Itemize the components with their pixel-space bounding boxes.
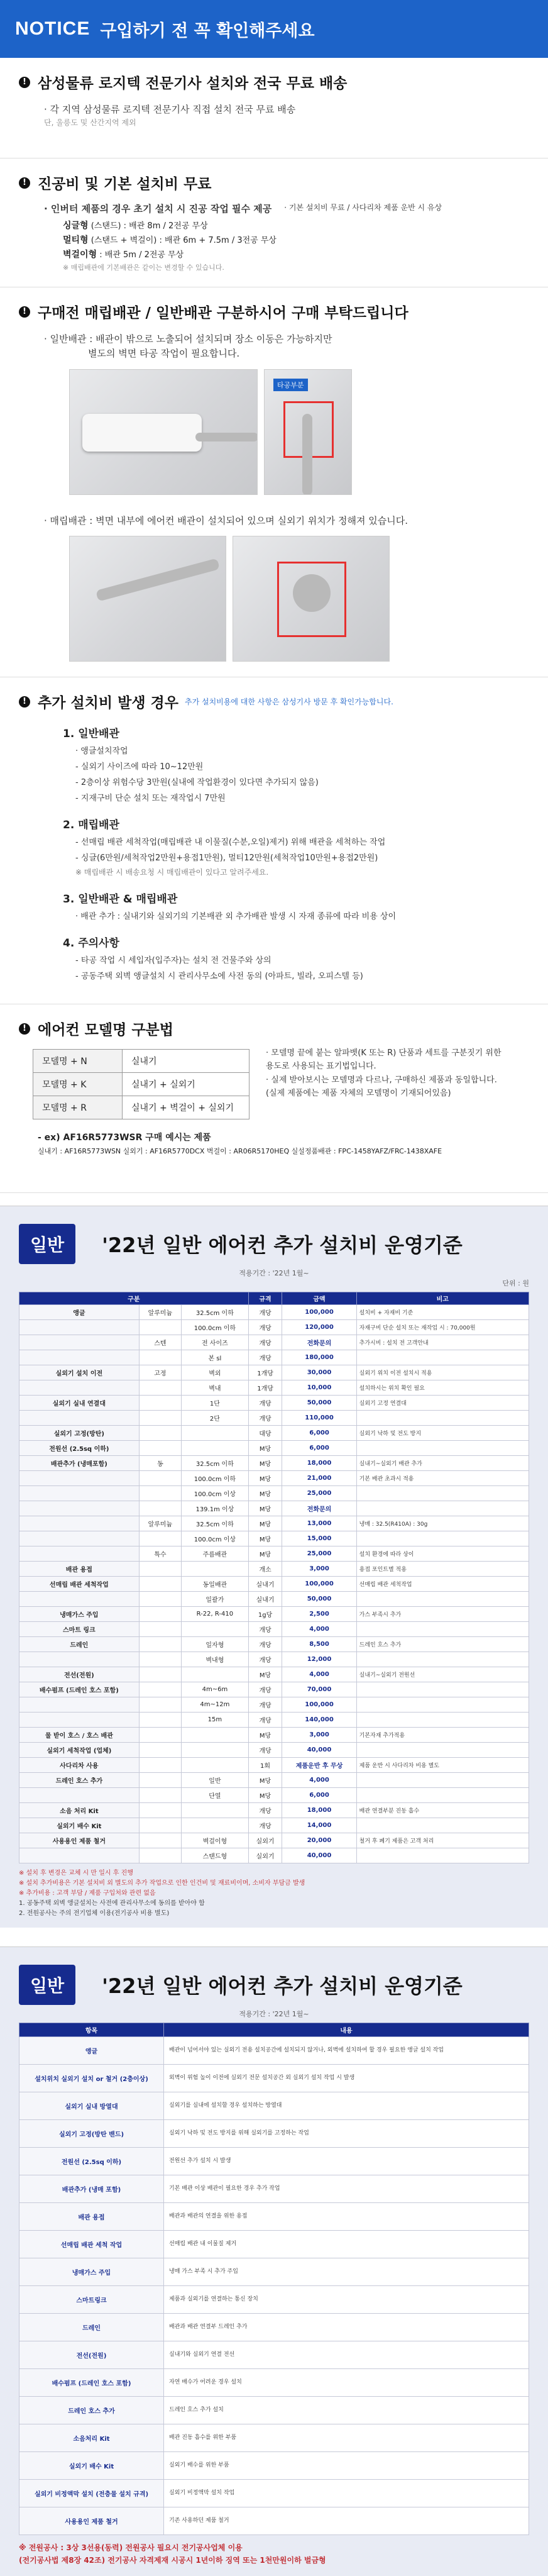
- table-row: 배관 용접 개소 3,000 용접 포인트별 적용: [19, 1562, 529, 1577]
- extra-fee-line: · 배관 추가 : 실내기와 실외기의 기본배관 외 추가배관 발생 시 자재 종류에 따라 비용 상이: [75, 912, 397, 921]
- fee-sheet-1: [0, 1206, 548, 1928]
- section-title: 진공비 및 기본 설치비 무료: [38, 176, 212, 192]
- sheet-title: '22년 일반 에어컨 추가 설치비 운영기준: [102, 1233, 463, 1257]
- extra-fee-group-title: 2. 매립배관: [63, 819, 119, 831]
- general-pipe-line2: 별도의 벽면 타공 작업이 필요합니다.: [88, 348, 240, 360]
- delivery-note: 단, 울릉도 및 산간지역 제외: [44, 118, 136, 128]
- table-row: 일괄가 실내기 50,000: [19, 1592, 529, 1607]
- extra-fee-line: - 싱글(6만원/세척작업2만원+용접1만원), 멀티12만원(세척작업10만원+용접2만원): [75, 853, 378, 863]
- table-row: 스마트링크 제품과 실외기를 연결하는 통신 장치: [19, 2286, 529, 2314]
- table-row: 100.0cm 이상 M당 25,000: [19, 1486, 529, 1501]
- table-row: 실외기 고정(방탄 밴드) 실외기 낙하 및 전도 방지를 위해 실외기를 고정하는 작업: [19, 2120, 529, 2148]
- table-row: 선매립 배관 세척 작업 선매립 배관 내 이물질 제거: [19, 2231, 529, 2258]
- extra-fee-line: · 앵글설치작업: [75, 747, 128, 756]
- section-pipe-type: [0, 287, 548, 677]
- exclamation-icon: !: [19, 1023, 30, 1035]
- table-row: 벽내형 개당 12,000: [19, 1652, 529, 1667]
- table-row: 15m 개당 140,000: [19, 1713, 529, 1728]
- table-row: 앵글 알루미늄 32.5cm 이하 개당 100,000 설치비 + 자재비 기준: [19, 1305, 529, 1320]
- section-title: 추가 설치비 발생 경우: [38, 695, 178, 711]
- table-row: 실외기 비정액막 설치 (전층물 설치 규격) 실외기 비정액막 설치 작업: [19, 2480, 529, 2507]
- extra-fee-line: - 선매립 배관 세척작업(매립배관 내 이물질(수분,오일)제거) 위해 배관을 세척하는 작업: [75, 838, 386, 847]
- fee-sheet-2: [0, 1946, 548, 2576]
- table-row: 드레인 일자형 개당 8,500 드레인 호스 추가: [19, 1637, 529, 1652]
- table-row: 배관추가 (냉매포함) 동 32.5cm 이하 M당 18,000 실내기~실외기 배관 추가: [19, 1456, 529, 1471]
- table-row: 소음처리 Kit 배관 진동 흡수를 위한 부품: [19, 2424, 529, 2452]
- table-row: 전원선 (2.5sq 이하) 전원선 추가 설치 시 발생: [19, 2148, 529, 2175]
- table-row: 전선(전원) M당 4,000 실내기~실외기 전원선: [19, 1667, 529, 1682]
- exclamation-icon: !: [19, 306, 30, 318]
- table-row: 모델명 + N 실내기: [33, 1050, 249, 1073]
- table-row: 본 sl 개당 180,000: [19, 1350, 529, 1365]
- table-row: 실외기 고정(방탄) 대당 6,000 실외기 낙하 및 전도 방지: [19, 1426, 529, 1441]
- general-pipe-line: · 일반배관 : 배관이 밖으로 노출되어 설치되며 장소 이동은 가능하지만: [44, 333, 332, 345]
- embedded-pipe-photo: [69, 536, 226, 662]
- table-row: 모델명 + R 실내기 + 벽걸이 + 실외기: [33, 1096, 249, 1119]
- table-row: 전선(전원) 실내기와 실외기 연결 전선: [19, 2341, 529, 2369]
- fee-table-2: 항목 내용 앵글 배관이 넘어서야 있는 실외기 전용 설치공간에 설치되지 않거나, 외벽에 설치하여 할 경우 필요한 앵글 설치 작업 설치위치 실외기 설치 or 철거 (2층이상) 외벽이 위험 높이 이전에 실외기 전문 설치공간 외 실외기 설치 작업 시 발생 실외기 실내 방열대 실외기를 실내에 설치할 경우 설치하는 방열대 실외기 고정(방탄 밴드) 실외기 낙하 및 전도 방지를 위해 실외기를 고정하는 작업 전원선 (2.5sq 이하) 전원선 추가 설치 시 발생 배관추가 (냉매 포함) 기본 배관 이상 배관이 필요한 경우 추가 작업 배관 용접 배관과 배관의 연결을 위한 용접 선매립 배관 세척 작업 선매립 배관 내 이물질 제거 냉매가스 주입 냉매 가스 부족 시 추가 주입 스마트링크 제품과 실외기를 연결하는 통신 장치 드레인 배관과 배관 연결부 드레인 추가 전선(전원) 실내기와 실외기 연결 전선 배수펌프 (드레인 호스 포함) 자연 배수가 어려운 경우 설치 드레인 호스 추가 드레인 호스 추가 설치 소음처리 Kit 배관 진동 흡수를 위한 부품 실외기 배수 Kit 실외기 배수를 위한 부품 실외기 비정액막 설치 (전층물 설치 규격) 실외기 비정액막 설치 작업 사용용인 제품 철거 기존 사용하던 제품 철거: [19, 2023, 529, 2535]
- spec-key: 싱글형: [63, 221, 89, 231]
- general-pipe-photo: [69, 369, 258, 495]
- general-tab: 일반: [19, 1965, 75, 2005]
- table-row: 실외기 실내 연결대 1단 개당 50,000 실외기 고정 연결대: [19, 1396, 529, 1411]
- spec-key: 멀티형: [63, 235, 89, 246]
- table-row: 선매립 배관 세척작업 동일배관 실내기 100,000 선매립 배관 세척작업: [19, 1577, 529, 1592]
- sheet-subtitle: 적용기간 : '22년 1월~: [239, 1269, 309, 1277]
- embedded-pipe-line: · 매립배관 : 벽면 내부에 에어컨 배관이 설치되어 있으며 실외기 위치가 정해져 있습니다.: [44, 514, 408, 526]
- table-row: 배관추가 (냉매 포함) 기본 배관 이상 배관이 필요한 경우 추가 작업: [19, 2175, 529, 2203]
- free-install-line: · 기본 설치비 무료 / 사다리차 제품 운반 시 유상: [284, 203, 442, 212]
- model-example: - ex) AF16R5773WSR 구매 예시는 제품 실내기 : AF16R5773WSN 실외기 : AF16R5770DCX 벽걸이 : AR06R5170HEQ 실설정품배관 : FPC-1458YAFZ/FRC-1438XAFE: [38, 1133, 442, 1155]
- section-title: 삼성물류 로지텍 전문기사 설치와 전국 무료 배송: [38, 75, 348, 92]
- table-row: 특수 주름배관 M당 25,000 설치 환경에 따라 상이: [19, 1546, 529, 1562]
- table-row: 설치위치 실외기 설치 or 철거 (2층이상) 외벽이 위험 높이 이전에 실외기 전문 설치공간 외 실외기 설치 작업 시 발생: [19, 2065, 529, 2092]
- table-row: 139.1m 이상 M당 전화문의: [19, 1501, 529, 1516]
- table-row: 냉매가스 주입 냉매 가스 부족 시 추가 주입: [19, 2258, 529, 2286]
- sheet-title: '22년 일반 에어컨 추가 설치비 운영기준: [102, 1974, 463, 1998]
- table-row: 4m~12m 개당 100,000: [19, 1697, 529, 1713]
- fee-table-1: 구분 규격 금액 비고 앵글 알루미늄 32.5cm 이하 개당 100,000 설치비 + 자재비 기준 100.0cm 이하 개당 120,000 자재구비 단순 설치 또는 재작업 시 : 70,000원 스텐 전 사이즈 개당 전화문의 추가시비 : 설치 전 고객안내 본 sl 개당 180,000 실외기 설치 이전 고정 벽외 1개당 30,000 실외기 위치 이전 설치시 적용 벽내 1개당 10,000 설치하시는 위치 확인 필요 실외기 실내 연결대 1단 개당 50,000 실외기 고정 연결대 2단 개당 110,000 실외기 고정(방탄) 대당 6,000 실외기 낙하 및 전도 방지 전원선 (2.5sq 이하) M당 6,000 배관추가 (냉매포함) 동 32.5cm 이하 M당 18,000 실내기~실외기 배관 추가 100.0cm 이하 M당 21,000 기본 배관 초과시 적용 100.0cm 이상 M당 25,000 139.1m 이상 M당 전화문의 알루미늄 32.5cm 이하 M당 13,000 냉매 : 32.5(R410A) : 30g 100.0cm 이상 M당 15,000 특수 주름배관 M당 25,000 설치 환경에 따라 상이 배관 용접 개소 3,000 용접 포인트별 적용 선매립 배관 세척작업 동일배관 실내기 100,000 선매립 배관 세척작업 일괄가 실내기 50,000 냉매가스 주입 R-22, R-410 1g당 2,500 가스 부족시 추가 스마트 링크 개당 4,000 드레인 일자형 개당 8,500 드레인 호스 추가 벽내형 개당 12,000 전선(전원) M당 4,000 실내기~실외기 전원선 배수펌프 (드레인 호스 포함) 4m~6m 개당 70,000 4m~12m 개당 100,000 15m 개당 140,000 물 받이 호스 / 호스 배관 M당 3,000 기본자재 추가적용 실외기 세척작업 (업체) 개당 40,000 사다리차 사용 1회 제품운반 후 무상 제품 운반 시 사다리차 비용 별도 드레인 호스 추가 일반 M당 4,000 단열 M당 6,000 소음 처리 Kit 개당 18,000 배관 연결부분 진동 흡수 실외기 배수 Kit 개당 14,000 사용용인 제품 철거 벽걸이형 실외기 20,000 철거 후 폐기 제품은 고객 처리 스탠드형 실외기 40,000: [19, 1292, 529, 1863]
- table-row: 소음 처리 Kit 개당 18,000 배관 연결부분 진동 흡수: [19, 1803, 529, 1818]
- spec-value: : 배관 5m / 2전공 무상: [99, 250, 184, 260]
- sheet2-footnotes: ※ 전원공사 : 3상 3선용(동력) 전원공사 필요시 전기공사업체 이용 (전기공사법 제8장 42조) 전기공사 자격제재 시공시 1년이하 징역 또는 1천만원이하 벌금형: [19, 2543, 326, 2565]
- embedded-pipe-photo-2: [233, 536, 390, 662]
- air-conditioner-unit: [82, 414, 202, 452]
- section-title: 에어컨 모델명 구분법: [38, 1022, 173, 1038]
- extra-fee-group-title: 4. 주의사항: [63, 937, 119, 950]
- section-delivery: [0, 58, 548, 158]
- extra-fee-line: - 실외기 사이즈에 따라 10~12만원: [75, 762, 204, 772]
- extra-fee-line: - 타공 작업 시 세입자(입주자)는 설치 전 건물주와 상의: [75, 956, 271, 965]
- table-row: 드레인 호스 추가 일반 M당 4,000: [19, 1773, 529, 1788]
- extra-fee-line: ※ 매립배관 시 배송요청 시 매립배관이 있다고 알려주세요.: [75, 868, 269, 877]
- extra-fee-line: - 2층이상 위험수당 3만원(실내에 작업환경이 있다면 추가되지 않음): [75, 778, 319, 787]
- spec-value: (스탠드 + 벽걸이) : 배관 6m + 7.5m / 3전공 무상: [90, 236, 277, 246]
- table-row: 사용용인 제품 철거 벽걸이형 실외기 20,000 철거 후 폐기 제품은 고객 처리: [19, 1833, 529, 1848]
- table-row: 배관 용접 배관과 배관의 연결을 위한 용접: [19, 2203, 529, 2231]
- table-row: 사다리차 사용 1회 제품운반 후 무상 제품 운반 시 사다리차 비용 별도: [19, 1758, 529, 1773]
- extra-fee-group-title: 3. 일반배관 & 매립배관: [63, 893, 178, 906]
- table-row: 100.0cm 이하 M당 21,000 기본 배관 초과시 적용: [19, 1471, 529, 1486]
- section-title: 구매전 매립배관 / 일반배관 구분하시어 구매 부탁드립니다: [38, 305, 408, 321]
- model-table: [33, 1049, 249, 1119]
- spec-key: 벽걸이형: [63, 249, 97, 260]
- table-row: 전원선 (2.5sq 이하) M당 6,000: [19, 1441, 529, 1456]
- table-row: 실외기 설치 이전 고정 벽외 1개당 30,000 실외기 위치 이전 설치시 적용: [19, 1365, 529, 1380]
- general-tab: 일반: [19, 1224, 75, 1264]
- section-title-note: 추가 설치비용에 대한 사항은 삼성기사 방문 후 확인가능합니다.: [184, 697, 393, 706]
- section-install-fee: [0, 158, 548, 287]
- table-row: 드레인 호스 추가 드레인 호스 추가 설치: [19, 2397, 529, 2424]
- table-row: 배수펌프 (드레인 호스 포함) 자연 배수가 어려운 경우 설치: [19, 2369, 529, 2397]
- extra-fee-line: - 공동주택 외벽 앵글설치 시 관리사무소에 사전 동의 (아파트, 빌라, 오피스텔 등): [75, 972, 363, 981]
- extra-fee-groups: [19, 724, 529, 981]
- section-model-names: [0, 1004, 548, 1193]
- unit-label: 단위 : 원: [502, 1279, 529, 1287]
- table-row: 물 받이 호스 / 호스 배관 M당 3,000 기본자재 추가적용: [19, 1728, 529, 1743]
- section-extra-fee: [0, 677, 548, 1004]
- table-row: 실외기 배수 Kit 실외기 배수를 위한 부품: [19, 2452, 529, 2480]
- spec-value: (스탠드) : 배관 8m / 2전공 무상: [90, 221, 208, 231]
- table-row: 100.0cm 이하 개당 120,000 자재구비 단순 설치 또는 재작업 시 : 70,000원: [19, 1320, 529, 1335]
- table-row: 실외기 세척작업 (업체) 개당 40,000: [19, 1743, 529, 1758]
- extra-fee-group-title: 1. 일반배관: [63, 728, 119, 740]
- table-row: 100.0cm 이상 M당 15,000: [19, 1531, 529, 1546]
- table-row: 앵글 배관이 넘어서야 있는 실외기 전용 설치공간에 설치되지 않거나, 외벽에 설치하여 할 경우 필요한 앵글 설치 작업: [19, 2037, 529, 2065]
- exclamation-icon: !: [19, 77, 30, 88]
- sheet-subtitle: 적용기간 : '22년 1월~: [239, 2010, 309, 2018]
- table-row: 배수펌프 (드레인 호스 포함) 4m~6m 개당 70,000: [19, 1682, 529, 1697]
- drill-hole-photo: [264, 369, 352, 495]
- sheet1-footnotes: ※ 설치 후 변경은 교체 시 만 일시 후 진행 ※ 설치 추가비용은 기본 설치비 외 별도의 추가 작업으로 인한 인건비 및 재료비이며, 소비자 부담금 발생 ※ 추가비용 : 고객 부담 / 제품 구입처와 관련 없음 1. 공동주택 외벽 앵글설치는 사전에 관리사무소에 동의를 받아야 함 2. 전원공사는 주의 전기업체 이용(전기공사 비용 별도): [19, 1870, 305, 1917]
- exclamation-icon: !: [19, 696, 30, 708]
- table-row: 모델명 + K 실내기 + 실외기: [33, 1073, 249, 1096]
- table-row: 알루미늄 32.5cm 이하 M당 13,000 냉매 : 32.5(R410A) : 30g: [19, 1516, 529, 1531]
- exclamation-icon: !: [19, 177, 30, 189]
- table-row: 실외기 실내 방열대 실외기를 실내에 설치할 경우 설치하는 방열대: [19, 2092, 529, 2120]
- table-row: 사용용인 제품 철거 기존 사용하던 제품 철거: [19, 2507, 529, 2535]
- notice-label: NOTICE: [15, 18, 90, 39]
- table-row: 실외기 배수 Kit 개당 14,000: [19, 1818, 529, 1833]
- drill-hole-tag: 타공부분: [273, 379, 308, 391]
- notice-title: 구입하기 전 꼭 확인해주세요: [100, 21, 315, 41]
- model-note: · 모델명 끝에 붙는 알파벳(K 또는 R) 단품과 세트를 구분짓기 위한 용도로 사용되는 표기법입니다. · 실제 받아보시는 모델명과 다르나, 구매하신 제품과 동일합니다. (실제 제품에는 제품 자체의 모델명이 기재되어있음): [266, 1048, 501, 1099]
- table-row: 냉매가스 주입 R-22, R-410 1g당 2,500 가스 부족시 추가: [19, 1607, 529, 1622]
- notice-bar: [0, 0, 548, 58]
- table-row: 스텐 전 사이즈 개당 전화문의 추가시비 : 설치 전 고객안내: [19, 1335, 529, 1350]
- table-row: 벽내 1개당 10,000 설치하시는 위치 확인 필요: [19, 1380, 529, 1396]
- spec-note: ※ 매립배관에 기본배관은 같이는 변경할 수 있습니다.: [63, 263, 224, 272]
- vacuum-line: · 인버터 제품의 경우 초기 설치 시 진공 작업 필수 제공: [44, 203, 272, 214]
- delivery-line: · 각 지역 삼성물류 로지텍 전문기사 직접 설치 전국 무료 배송: [44, 104, 296, 115]
- table-row: 2단 개당 110,000: [19, 1411, 529, 1426]
- table-row: 스마트 링크 개당 4,000: [19, 1622, 529, 1637]
- table-row: 스탠드형 실외기 40,000: [19, 1848, 529, 1863]
- table-row: 드레인 배관과 배관 연결부 드레인 추가: [19, 2314, 529, 2341]
- table-row: 단열 M당 6,000: [19, 1788, 529, 1803]
- extra-fee-line: - 지재구비 단순 설치 또는 재작업시 7만원: [75, 794, 226, 803]
